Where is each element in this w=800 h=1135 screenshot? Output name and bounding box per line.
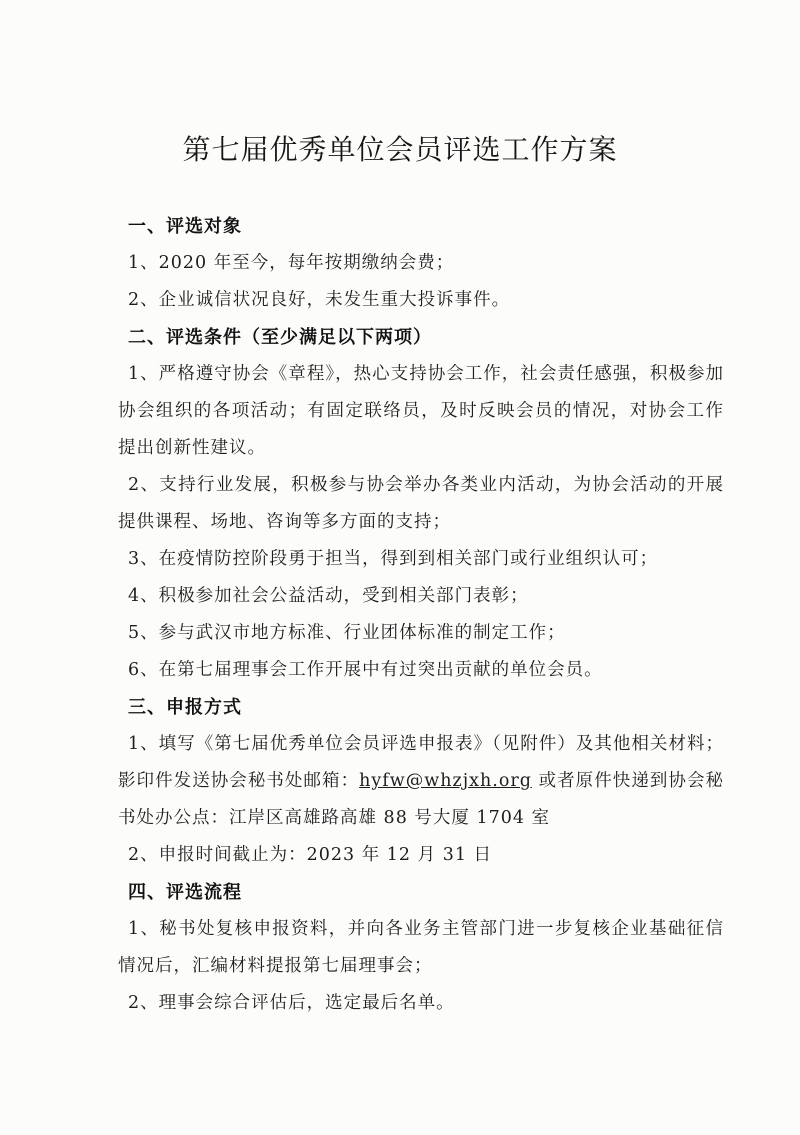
list-item: 1、秘书处复核申报资料，并向各业务主管部门进一步复核企业基础征信情况后，汇编材料提报第七届理事会； xyxy=(118,919,724,976)
section-application-method xyxy=(118,689,724,874)
item-text: 或者原件快递到协会秘书处办公点：江岸区高雄路高雄 88 号大厦 1704 室 xyxy=(118,771,725,828)
item-text: 1、填写《第七届优秀单位会员评选申报表》（见附件）及其他相关材料；影印件发送协会秘书处邮箱： xyxy=(118,734,724,791)
section-heading: 四、评选流程 xyxy=(128,882,242,903)
document-body xyxy=(118,208,724,1022)
section-evaluation-conditions xyxy=(118,319,724,689)
list-item: 6、在第七届理事会工作开展中有过突出贡献的单位会员。 xyxy=(128,660,603,680)
list-item: 2、申报时间截止为：2023 年 12 月 31 日 xyxy=(128,845,493,865)
list-item: 2、企业诚信状况良好，未发生重大投诉事件。 xyxy=(128,290,511,310)
section-heading: 二、评选条件（至少满足以下两项） xyxy=(128,327,432,348)
list-item: 1、严格遵守协会《章程》，热心支持协会工作，社会责任感强，积极参加协会组织的各项活动；有固定联络员，及时反映会员的情况，对协会工作提出创新性建议。 xyxy=(118,364,724,458)
section-heading: 三、申报方式 xyxy=(128,697,242,718)
list-item: 3、在疫情防控阶段勇于担当，得到到相关部门或行业组织认可； xyxy=(128,549,659,569)
list-item: 5、参与武汉市地方标准、行业团体标准的制定工作； xyxy=(128,623,566,643)
section-evaluation-process xyxy=(118,874,724,1022)
list-item: 1、2020 年至今，每年按期缴纳会费； xyxy=(128,253,455,273)
section-evaluation-target xyxy=(118,208,724,319)
list-item: 2、支持行业发展，积极参与协会举办各类业内活动，为协会活动的开展提供课程、场地、咨询等多方面的支持； xyxy=(118,475,724,532)
list-item: 4、积极参加社会公益活动，受到相关部门表彰； xyxy=(128,586,529,606)
document-title: 第七届优秀单位会员评选工作方案 xyxy=(182,133,618,166)
list-item: 2、理事会综合评估后，选定最后名单。 xyxy=(128,993,455,1013)
section-heading: 一、评选对象 xyxy=(128,216,242,237)
email-link[interactable]: hyfw@whzjxh.org xyxy=(359,771,532,791)
list-item xyxy=(118,726,724,837)
